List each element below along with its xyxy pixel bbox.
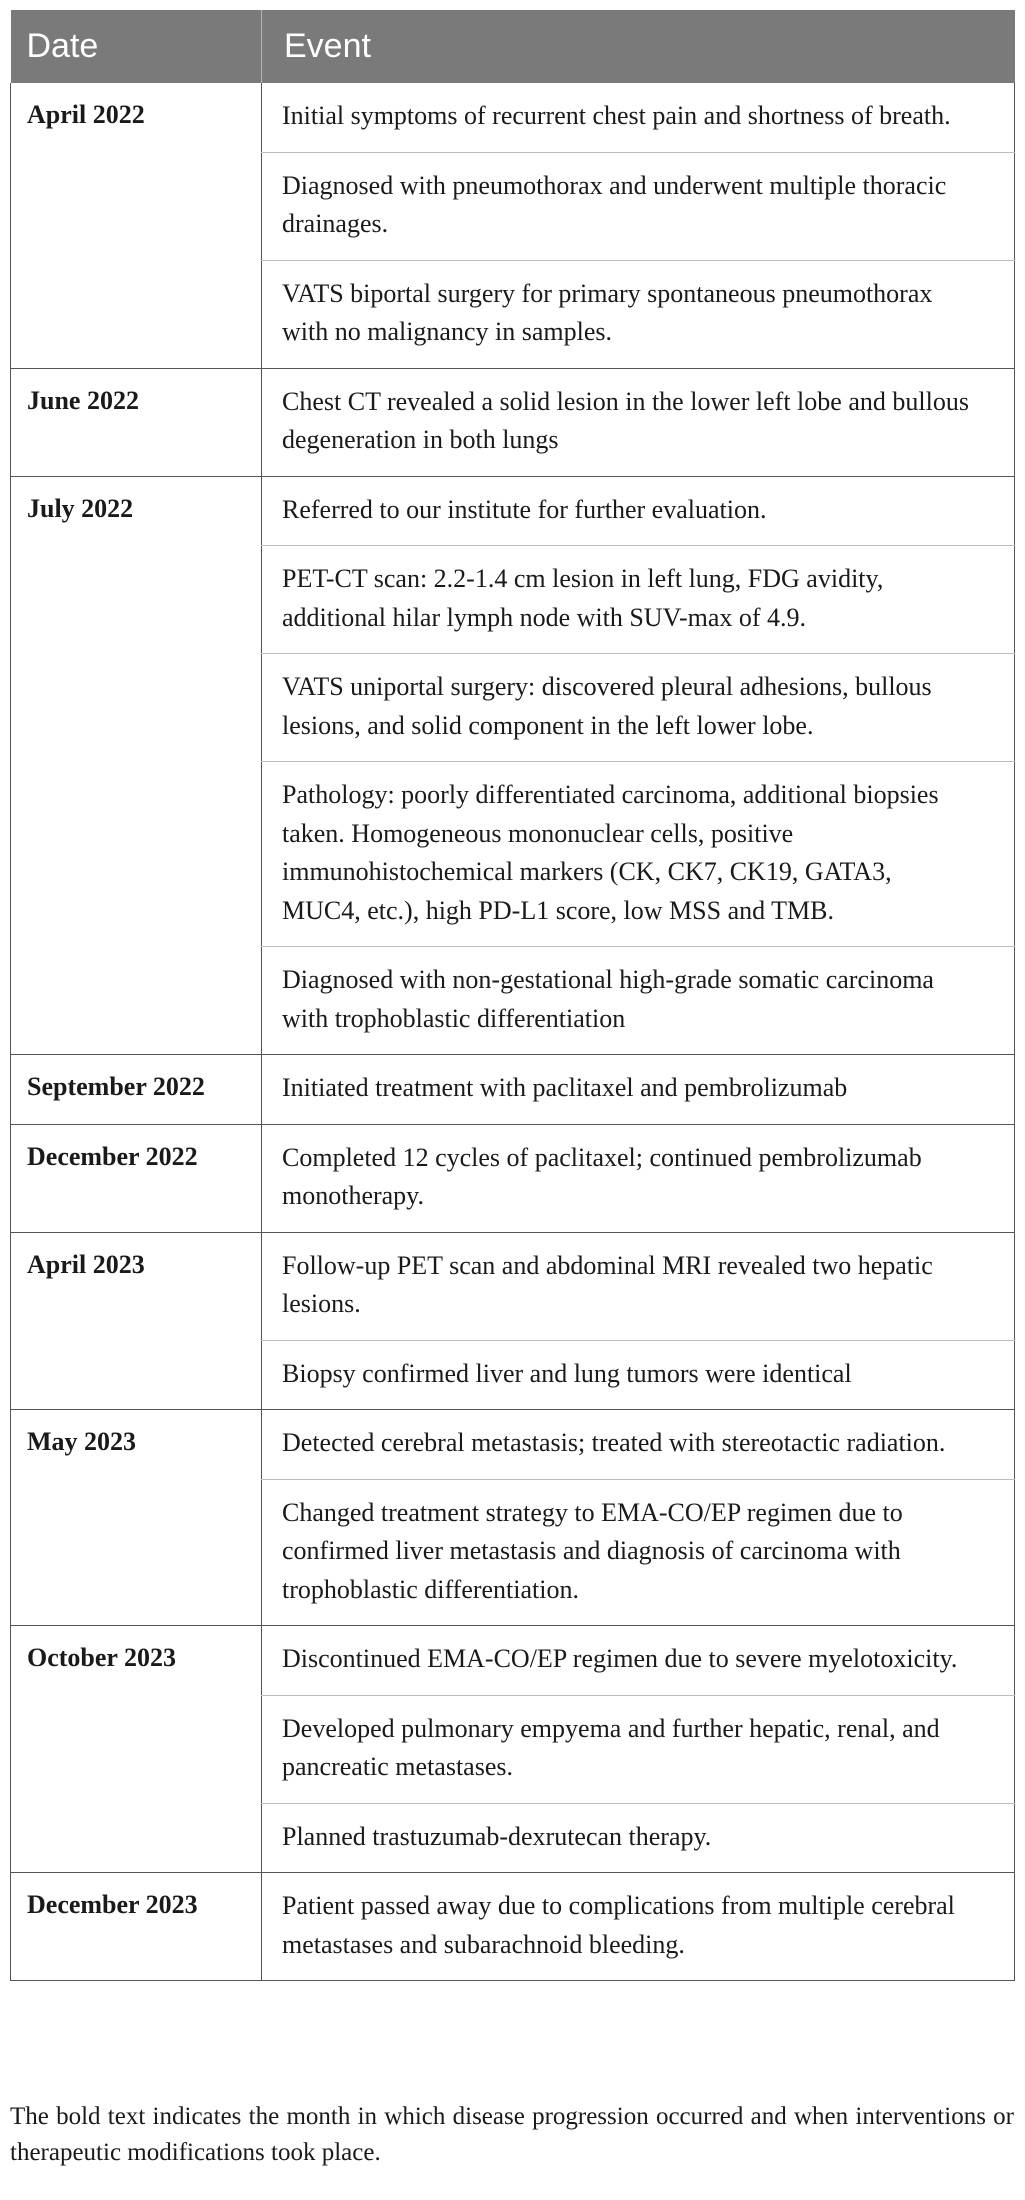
timeline-table-container <box>10 10 1014 1981</box>
date-column-header: Date <box>11 10 262 83</box>
event-cell: Discontinued EMA-CO/EP regimen due to severe myelotoxicity. <box>262 1626 1015 1696</box>
table-row <box>11 1055 1015 1125</box>
date-cell: October 2023 <box>11 1626 262 1873</box>
event-cell: Referred to our institute for further evaluation. <box>262 476 1015 546</box>
event-cell: Follow-up PET scan and abdominal MRI revealed two hepatic lesions. <box>262 1232 1015 1340</box>
event-cell: Initiated treatment with paclitaxel and pembrolizumab <box>262 1055 1015 1125</box>
event-cell: Developed pulmonary empyema and further hepatic, renal, and pancreatic metastases. <box>262 1695 1015 1803</box>
table-row <box>11 83 1015 152</box>
date-cell: June 2022 <box>11 368 262 476</box>
date-cell: September 2022 <box>11 1055 262 1125</box>
event-cell: PET-CT scan: 2.2-1.4 cm lesion in left lung, FDG avidity, additional hilar lymph node with SUV-max of 4.9. <box>262 546 1015 654</box>
date-cell: April 2023 <box>11 1232 262 1410</box>
event-cell: Diagnosed with non-gestational high-grade somatic carcinoma with trophoblastic differentiation <box>262 947 1015 1055</box>
table-row <box>11 1232 1015 1340</box>
event-cell: Detected cerebral metastasis; treated with stereotactic radiation. <box>262 1410 1015 1480</box>
event-cell: Changed treatment strategy to EMA-CO/EP regimen due to confirmed liver metastasis and diagnosis of carcinoma with trophoblastic differentiation. <box>262 1479 1015 1626</box>
event-cell: Patient passed away due to complications from multiple cerebral metastases and subarachnoid bleeding. <box>262 1873 1015 1981</box>
table-row <box>11 476 1015 546</box>
event-cell: Diagnosed with pneumothorax and underwent multiple thoracic drainages. <box>262 152 1015 260</box>
event-cell: Completed 12 cycles of paclitaxel; continued pembrolizumab monotherapy. <box>262 1124 1015 1232</box>
table-row <box>11 1410 1015 1480</box>
table-row <box>11 1873 1015 1981</box>
date-cell: December 2023 <box>11 1873 262 1981</box>
event-cell: Chest CT revealed a solid lesion in the lower left lobe and bullous degeneration in both lungs <box>262 368 1015 476</box>
event-cell: Planned trastuzumab-dexrutecan therapy. <box>262 1803 1015 1873</box>
table-body <box>11 83 1015 1981</box>
event-cell: VATS uniportal surgery: discovered pleural adhesions, bullous lesions, and solid component in the left lower lobe. <box>262 654 1015 762</box>
date-cell: April 2022 <box>11 83 262 368</box>
timeline-table <box>10 10 1015 1981</box>
event-cell: Pathology: poorly differentiated carcinoma, additional biopsies taken. Homogeneous mononuclear cells, positive immunohistochemical markers (CK, CK7, CK19, GATA3, MUC4, etc.), high PD-L1 score, low MSS and TMB. <box>262 762 1015 947</box>
date-cell: July 2022 <box>11 476 262 1055</box>
event-cell: Biopsy confirmed liver and lung tumors were identical <box>262 1340 1015 1410</box>
header-row <box>11 10 1015 83</box>
table-row <box>11 368 1015 476</box>
table-row <box>11 1124 1015 1232</box>
event-column-header: Event <box>262 10 1015 83</box>
table-header <box>11 10 1015 83</box>
date-cell: May 2023 <box>11 1410 262 1626</box>
event-cell: Initial symptoms of recurrent chest pain and shortness of breath. <box>262 83 1015 152</box>
table-footnote: The bold text indicates the month in which disease progression occurred and when interventions or therapeutic modifications took place. <box>10 2103 1014 2166</box>
table-row <box>11 1626 1015 1696</box>
date-cell: December 2022 <box>11 1124 262 1232</box>
event-cell: VATS biportal surgery for primary spontaneous pneumothorax with no malignancy in samples. <box>262 260 1015 368</box>
